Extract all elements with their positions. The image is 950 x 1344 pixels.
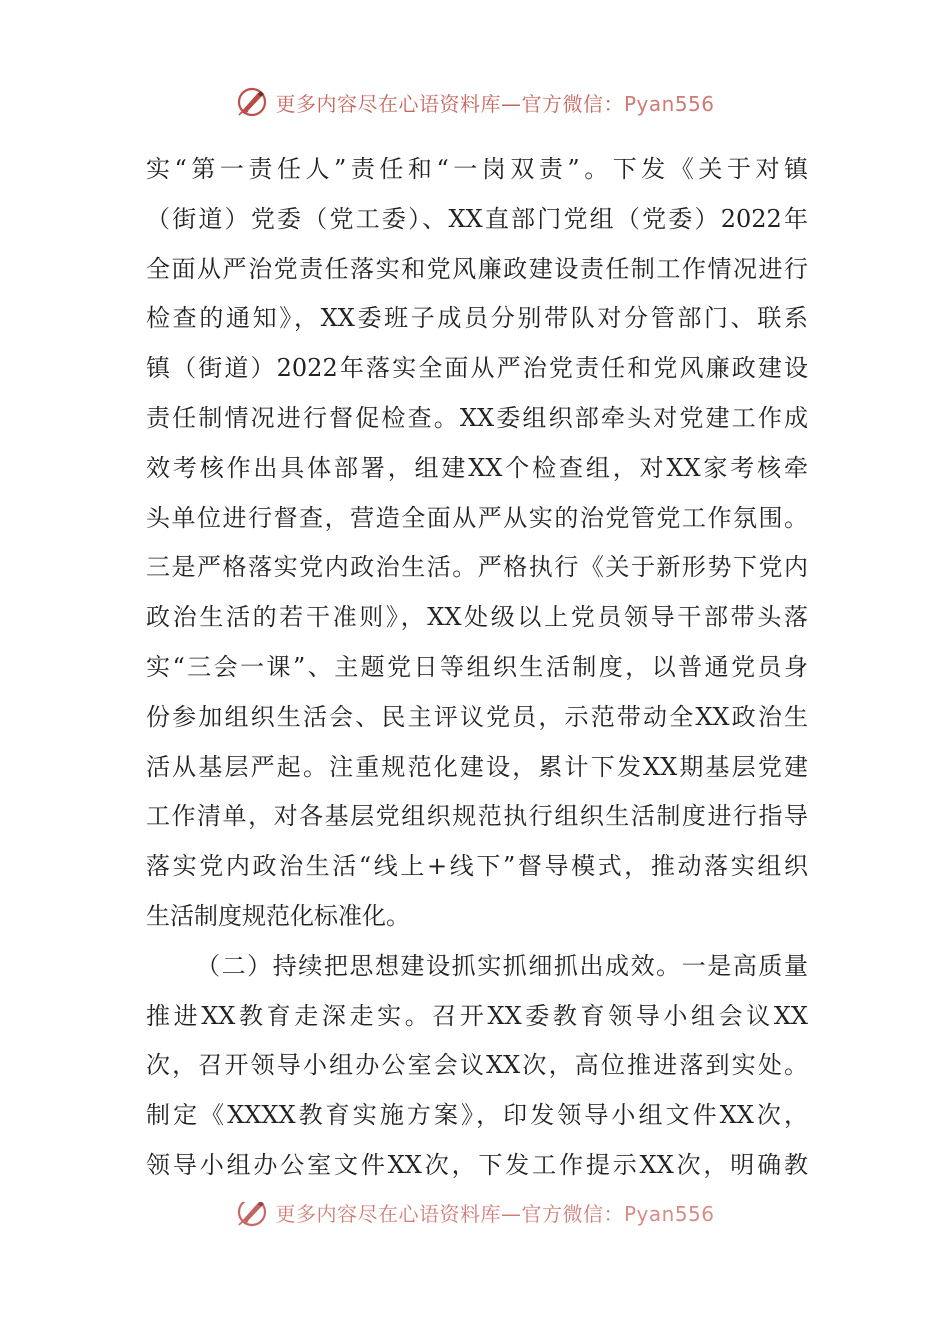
pen-logo-icon [235, 85, 269, 119]
text-line: 三是严格落实党内政治生活。严格执行《关于新形势下党内 [146, 553, 808, 582]
text-line: 政治生活的若干准则》，XX处级以上党员领导干部带头落 [146, 603, 808, 632]
text-line: 落实党内政治生活“线上+线下”督导模式，推动落实组织 [146, 852, 808, 881]
watermark-footer [0, 1202, 950, 1238]
text-line: 效考核作出具体部署，组建XX个检查组，对XX家考核牵 [146, 453, 808, 482]
text-line: 实“三会一课”、主题党日等组织生活制度，以普通党员身 [146, 652, 808, 681]
text-line: 责任制情况进行督促检查。XX委组织部牵头对党建工作成 [146, 403, 808, 432]
text-line: 推进XX教育走深走实。召开XX委教育领导小组会议XX [146, 1001, 808, 1030]
text-line: 镇（街道）2022年落实全面从严治党责任和党风廉政建设 [146, 354, 808, 383]
watermark-text: 更多内容尽在心语资料库—官方微信：Pyan556 [275, 1202, 715, 1226]
text-line: 次，召开领导小组办公室会议XX次，高位推进落到实处。 [146, 1051, 808, 1080]
pen-logo-icon [235, 1202, 269, 1229]
text-line: 全面从严治党责任落实和党风廉政建设责任制工作情况进行 [146, 254, 808, 283]
text-line: 实“第一责任人”责任和“一岗双责”。下发《关于对镇 [146, 155, 808, 183]
watermark-text: 更多内容尽在心语资料库—官方微信：Pyan556 [275, 91, 715, 116]
text-line: 份参加组织生活会、民主评议党员，示范带动全XX政治生 [146, 702, 808, 731]
document-body [146, 145, 808, 1191]
watermark-header [0, 82, 950, 122]
text-line: 头单位进行督查，营造全面从严从实的治党管党工作氛围。 [146, 503, 808, 532]
section-heading-line: （二）持续把思想建设抓实抓细抓出成效。一是高质量 [196, 951, 808, 980]
text-line: （街道）党委（党工委）、XX直部门党组（党委）2022年 [146, 204, 808, 233]
text-line: 制定《XXXX教育实施方案》，印发领导小组文件XX次， [146, 1101, 808, 1130]
text-line: 工作清单，对各基层党组织规范执行组织生活制度进行指导 [146, 802, 808, 831]
text-line: 生活制度规范化标准化。 [146, 901, 410, 930]
text-line: 领导小组办公室文件XX次，下发工作提示XX次，明确教 [146, 1150, 808, 1179]
text-line: 检查的通知》，XX委班子成员分别带队对分管部门、联系 [146, 304, 808, 333]
text-line: 活从基层严起。注重规范化建设，累计下发XX期基层党建 [146, 752, 808, 781]
